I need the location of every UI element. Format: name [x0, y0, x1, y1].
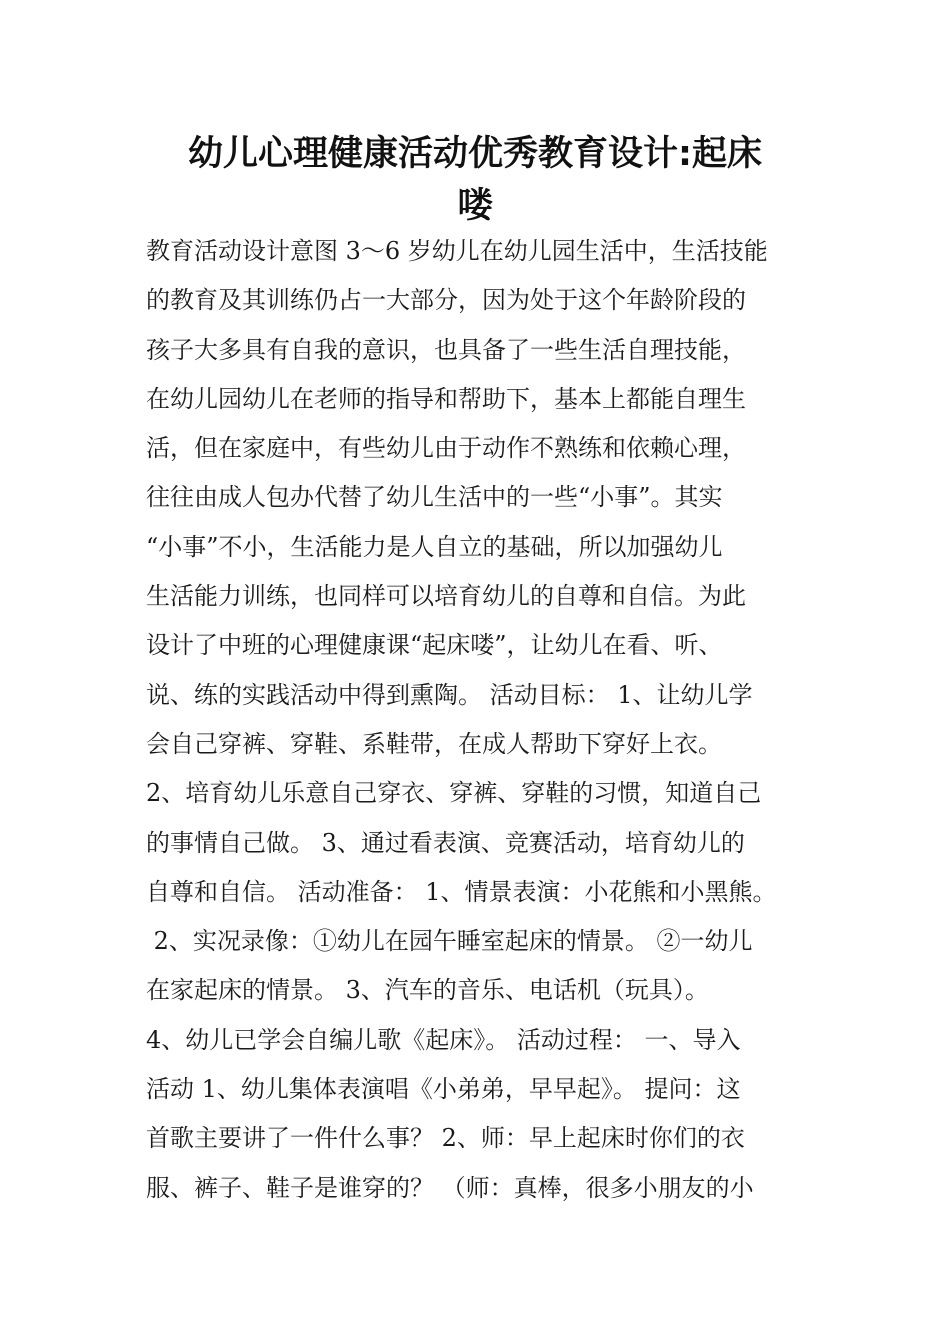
body-line: 的事情自己做。 3、通过看表演、竞赛活动，培育幼儿的 — [146, 828, 745, 857]
body-line: 2、培育幼儿乐意自己穿衣、穿裤、穿鞋的习惯，知道自己 — [146, 779, 762, 808]
body-line: 往往由成人包办代替了幼儿生活中的一些“小事”。其实 — [146, 483, 723, 512]
title-line-1: 幼儿心理健康活动优秀教育设计:起床 — [188, 134, 762, 174]
body-line: “小事”不小，生活能力是人自立的基础，所以加强幼儿 — [146, 532, 723, 561]
document-body — [146, 227, 846, 1213]
body-line: 服、裤子、鞋子是谁穿的？ （师：真棒，很多小朋友的小 — [146, 1173, 754, 1202]
document-title — [130, 128, 820, 232]
body-line: 2、实况录像：①幼儿在园午睡室起床的情景。 ②一幼儿 — [146, 927, 753, 956]
body-line: 首歌主要讲了一件什么事？ 2、师：早上起床时你们的衣 — [146, 1124, 745, 1153]
body-line: 活动 1、幼儿集体表演唱《小弟弟，早早起》。 提问：这 — [146, 1075, 741, 1104]
body-line: 说、练的实践活动中得到熏陶。 活动目标： 1、让幼儿学 — [146, 680, 753, 709]
body-line: 在家起床的情景。 3、汽车的音乐、电话机（玩具）。 — [146, 976, 709, 1005]
body-line: 设计了中班的心理健康课“起床喽”，让幼儿在看、听、 — [146, 631, 723, 660]
body-line: 会自己穿裤、穿鞋、系鞋带，在成人帮助下穿好上衣。 — [146, 729, 722, 758]
title-line-2: 喽 — [457, 186, 493, 226]
body-line: 的教育及其训练仍占一大部分，因为处于这个年龄阶段的 — [146, 286, 746, 315]
body-line: 自尊和自信。 活动准备： 1、情景表演：小花熊和小黑熊。 — [146, 877, 777, 906]
body-line: 4、幼儿已学会自编儿歌《起床》。 活动过程： 一、导入 — [146, 1025, 741, 1054]
body-line: 孩子大多具有自我的意识，也具备了一些生活自理技能， — [146, 335, 746, 364]
body-line: 活，但在家庭中，有些幼儿由于动作不熟练和依赖心理， — [146, 434, 746, 463]
body-line: 生活能力训练，也同样可以培育幼儿的自尊和自信。为此 — [146, 582, 746, 611]
body-line: 教育活动设计意图 3～6 岁幼儿在幼儿园生活中，生活技能 — [146, 237, 768, 265]
body-line: 在幼儿园幼儿在老师的指导和帮助下，基本上都能自理生 — [146, 384, 746, 413]
